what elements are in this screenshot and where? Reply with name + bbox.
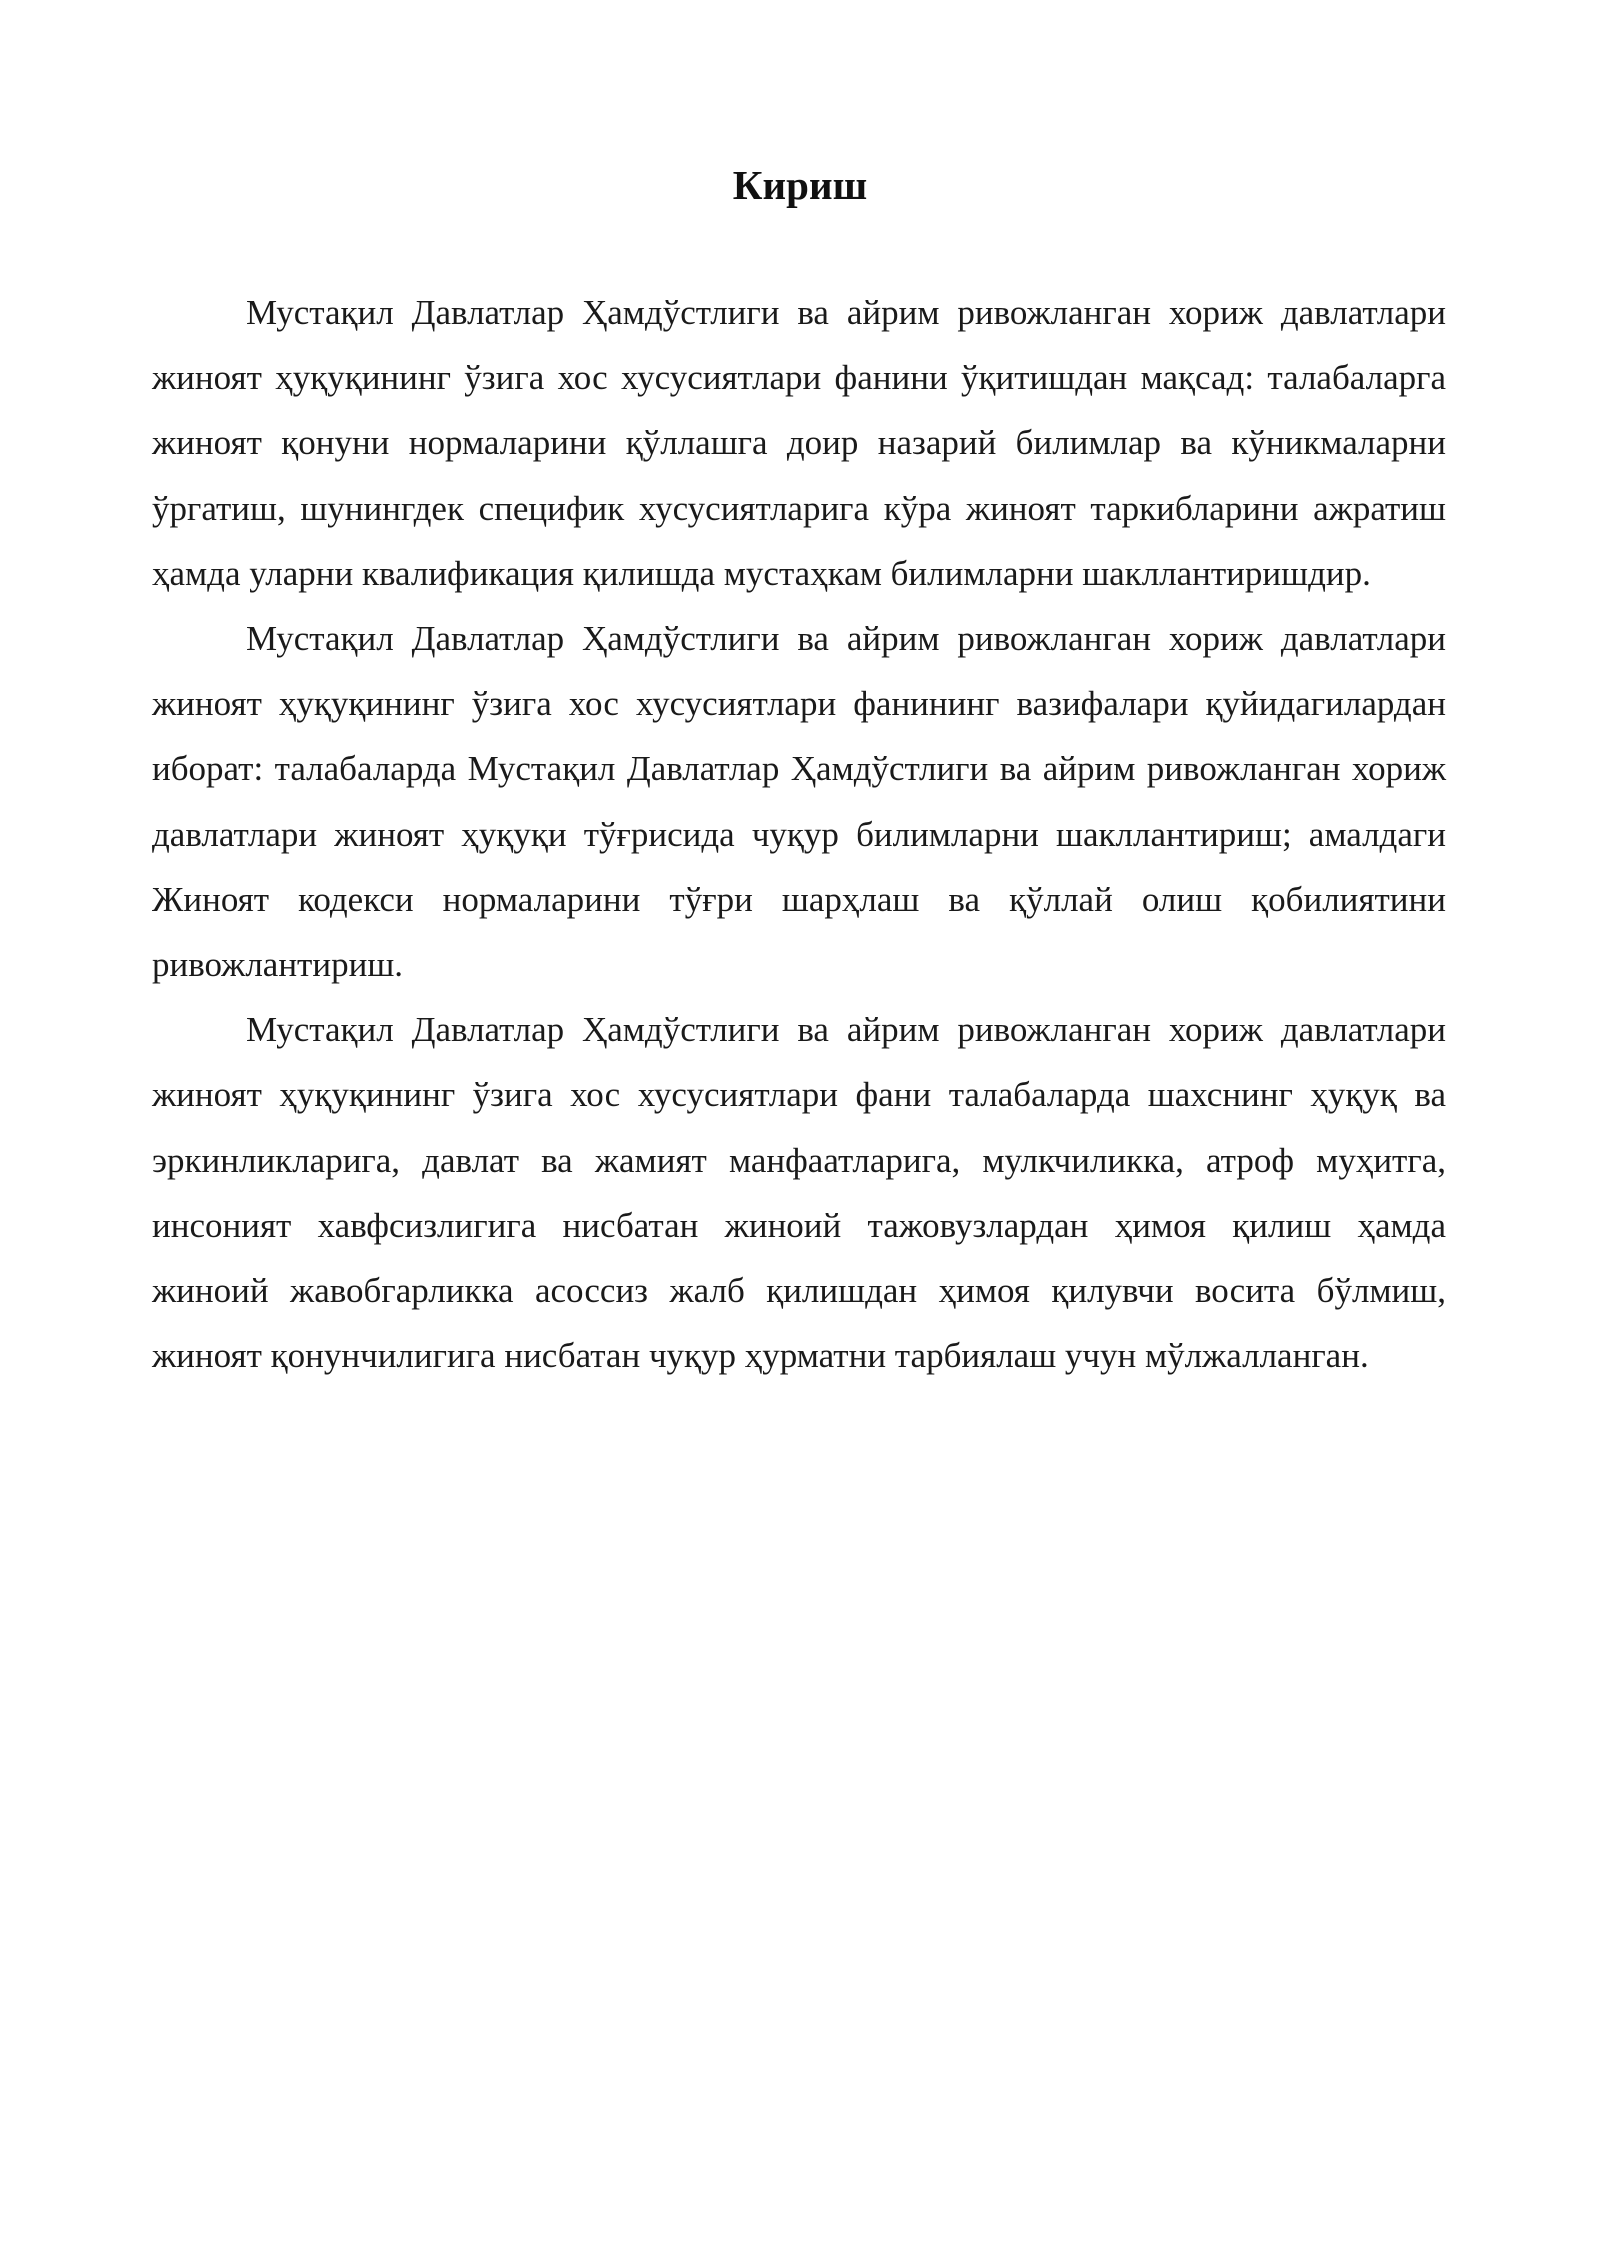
paragraph-tasks: Мустақил Давлатлар Ҳамдўстлиги ва айрим ривожланган хориж давлатлари жиноят ҳуқуқининг ўзига хос хусусиятлари фанининг вазифалари қуйидагилардан иборат: талабаларда Мустақил Давлатлар Ҳамдўстлиги ва айрим ривожланган хориж давлатлари жиноят ҳуқуқи тўғрисида чуқур билимларни шакллантириш; амалдаги Жиноят кодекси нормаларини тўғри шарҳлаш ва қўллай олиш қобилиятини ривожлантириш. [152,619,1446,985]
page-title: Кириш [732,162,868,208]
paragraph-goal: Мустақил Давлатлар Ҳамдўстлиги ва айрим ривожланган хориж давлатлари жиноят ҳуқуқининг ўзига хос хусусиятлари фанини ўқитишдан мақсад: талабаларга жиноят қонуни нормаларини қўллашга доир назарий билимлар ва кўникмаларни ўргатиш, шунингдек специфик хусусиятларига кўра жиноят таркибларини ажратиш ҳамда уларни квалификация қилишда мустаҳкам билимларни шакллантиришдир. [152,293,1446,593]
paragraph-purpose: Мустақил Давлатлар Ҳамдўстлиги ва айрим ривожланган хориж давлатлари жиноят ҳуқуқининг ўзига хос хусусиятлари фани талабаларда шахснинг ҳуқуқ ва эркинликларига, давлат ва жамият манфаатларига, мулкчиликка, атроф муҳитга, инсоният хавфсизлигига нисбатан жиноий тажовузлардан ҳимоя қилиш ҳамда жиноий жавобгарликка асоссиз жалб қилишдан ҳимоя қилувчи восита бўлмиш, жиноят қонунчилигига нисбатан чуқур ҳурматни тарбиялаш учун мўлжалланган. [152,1010,1446,1376]
document-body [152,280,1446,1388]
